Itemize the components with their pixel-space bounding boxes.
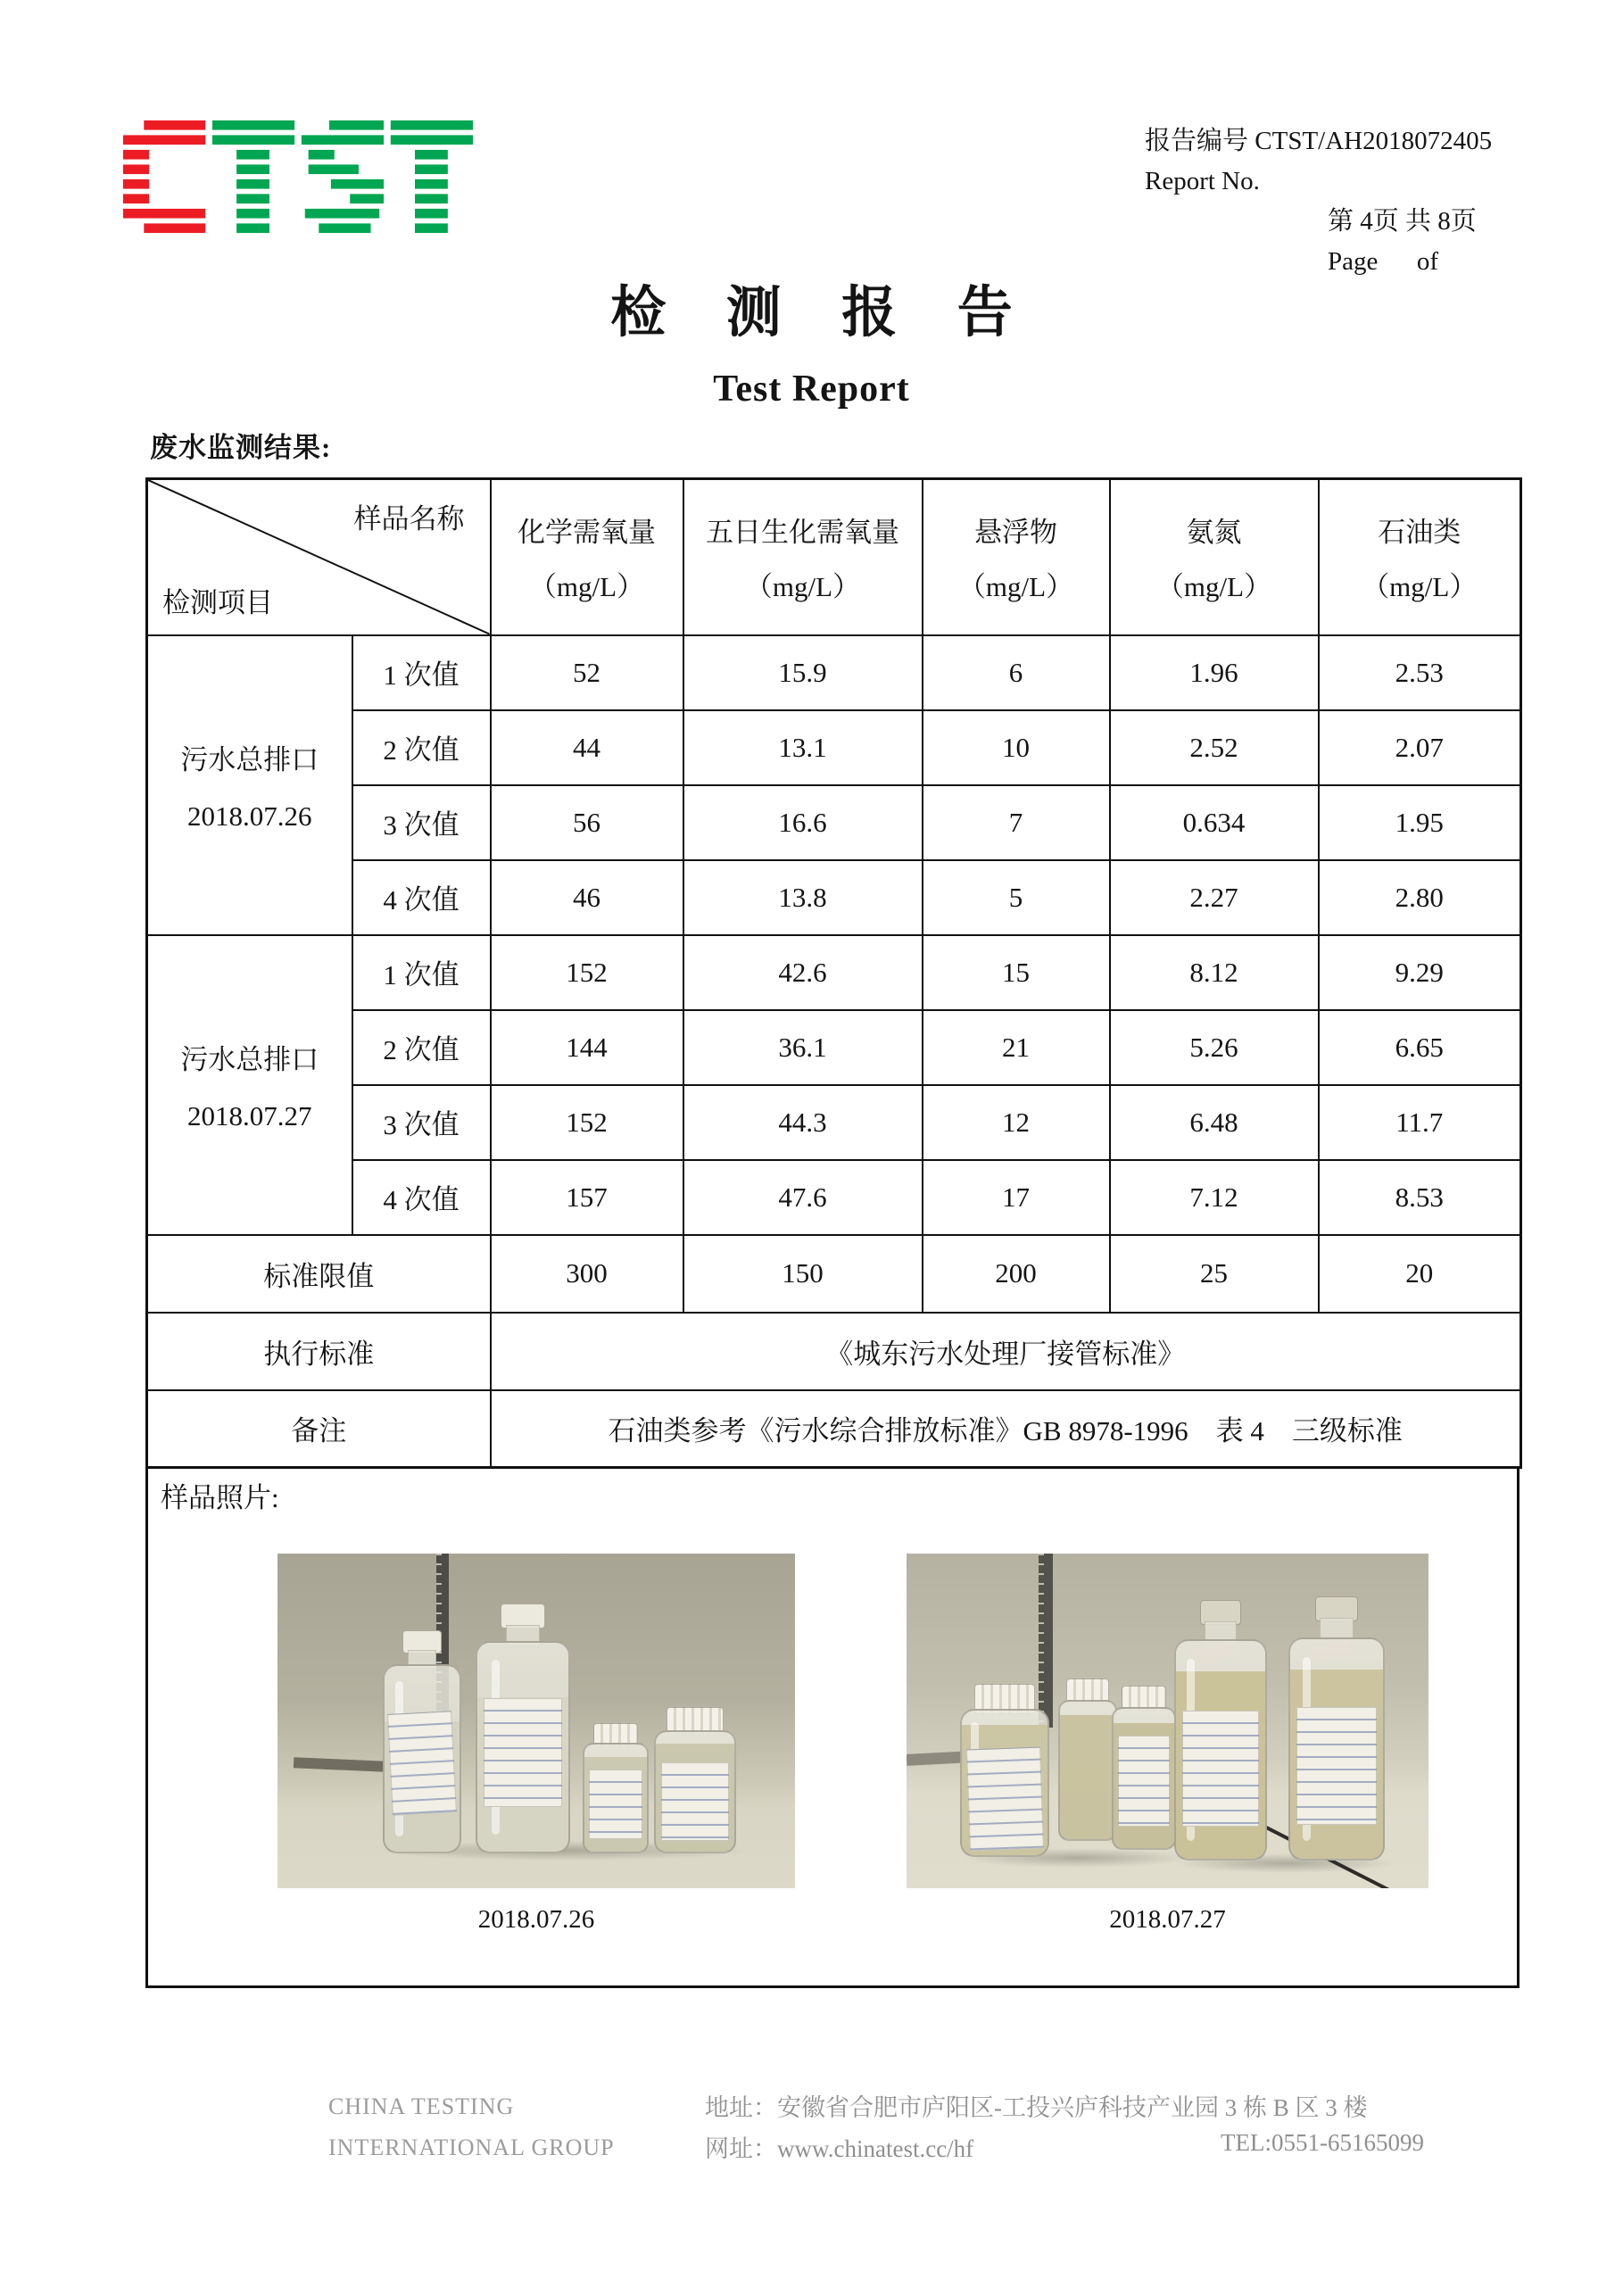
sample-bottle — [1058, 1678, 1117, 1841]
column-header-bod5: 五日生化需氧量 （mg/L） — [683, 479, 923, 635]
value-cell: 15.9 — [683, 635, 923, 710]
limit-label: 标准限值 — [147, 1235, 491, 1313]
corner-cell — [147, 479, 491, 635]
value-cell: 144 — [491, 1010, 683, 1085]
footer-website: 网址：www.chinatest.cc/hf — [705, 2135, 974, 2162]
value-cell: 157 — [491, 1160, 683, 1235]
remark-label: 备注 — [147, 1390, 491, 1468]
value-cell: 152 — [491, 935, 683, 1010]
row-label: 3 次值 — [352, 1085, 491, 1160]
table-row — [147, 1085, 1521, 1160]
value-cell: 2.80 — [1319, 860, 1521, 935]
column-header-oil: 石油类 （mg/L） — [1319, 479, 1521, 635]
row-label: 4 次值 — [352, 1160, 491, 1235]
sample-photo-2 — [907, 1554, 1428, 1888]
value-cell: 1.96 — [1110, 635, 1319, 710]
table-row — [147, 935, 1521, 1010]
value-cell: 0.634 — [1110, 785, 1319, 860]
row-label: 3 次值 — [352, 785, 491, 860]
table-row — [147, 785, 1521, 860]
value-cell: 2.27 — [1110, 860, 1319, 935]
report-title-en: Test Report — [713, 369, 910, 410]
value-cell: 2.52 — [1110, 710, 1319, 785]
corner-label-sample-name: 样品名称 — [353, 503, 465, 535]
footer-org-line2: INTERNATIONAL GROUP — [328, 2134, 615, 2160]
value-cell: 7.12 — [1110, 1160, 1319, 1235]
remark-value: 石油类参考《污水综合排放标准》GB 8978-1996 表 4 三级标准 — [491, 1390, 1521, 1468]
row-label: 2 次值 — [352, 1010, 491, 1085]
report-meta — [1145, 121, 1546, 282]
value-cell: 44 — [491, 710, 683, 785]
value-cell: 56 — [491, 785, 683, 860]
value-cell: 7 — [923, 785, 1110, 860]
footer-organization — [328, 2086, 615, 2168]
value-cell: 13.1 — [683, 710, 923, 785]
table-row — [147, 710, 1521, 785]
page-number-sublabel: Page of — [1328, 247, 1439, 276]
value-cell: 9.29 — [1319, 935, 1521, 1010]
table-row — [147, 1010, 1521, 1085]
row-label: 1 次值 — [352, 935, 491, 1010]
row-label: 1 次值 — [352, 635, 491, 710]
value-cell: 8.53 — [1319, 1160, 1521, 1235]
photo-caption-1: 2018.07.26 — [477, 1905, 595, 1934]
footer-telephone: TEL:0551-65165099 — [1221, 2129, 1424, 2156]
value-cell: 25 — [1110, 1235, 1319, 1313]
value-cell: 6.48 — [1110, 1085, 1319, 1160]
value-cell: 15 — [923, 935, 1110, 1010]
value-cell: 200 — [923, 1235, 1110, 1313]
table-row — [147, 635, 1521, 710]
page-number-line: 第 4页 共 8页 — [1328, 207, 1477, 236]
report-number-line — [1145, 121, 1546, 162]
table-row — [147, 1160, 1521, 1235]
row-label: 4 次值 — [352, 860, 491, 935]
standard-value: 《城东污水处理厂接管标准》 — [491, 1313, 1521, 1390]
sample-bottle — [383, 1630, 461, 1853]
corner-label-test-item: 检测项目 — [162, 586, 273, 618]
value-cell: 300 — [491, 1235, 683, 1313]
value-cell: 47.6 — [683, 1160, 923, 1235]
value-cell: 5.26 — [1110, 1010, 1319, 1085]
group-label: 污水总排口 2018.07.26 — [147, 635, 352, 935]
standard-row — [147, 1313, 1521, 1390]
group-label: 污水总排口 2018.07.27 — [147, 935, 352, 1235]
value-cell: 52 — [491, 635, 683, 710]
footer-org-line1: CHINA TESTING — [328, 2093, 515, 2119]
report-number-value: CTST/AH2018072405 — [1255, 127, 1493, 155]
value-cell: 6.65 — [1319, 1010, 1521, 1085]
value-cell: 46 — [491, 860, 683, 935]
value-cell: 8.12 — [1110, 935, 1319, 1010]
value-cell: 2.53 — [1319, 635, 1521, 710]
value-cell: 1.95 — [1319, 785, 1521, 860]
value-cell: 17 — [923, 1160, 1110, 1235]
sample-bottle — [476, 1604, 570, 1853]
value-cell: 20 — [1319, 1235, 1521, 1313]
value-cell: 152 — [491, 1085, 683, 1160]
photo-caption-2: 2018.07.27 — [1109, 1905, 1226, 1934]
row-label: 2 次值 — [352, 710, 491, 785]
remark-row — [147, 1390, 1521, 1468]
table-header-row — [147, 479, 1521, 635]
sample-bottle — [1288, 1596, 1385, 1861]
report-number-label: 报告编号 — [1145, 127, 1249, 155]
results-table — [145, 477, 1522, 1469]
ctst-logo-icon — [123, 114, 473, 239]
column-header-cod: 化学需氧量 （mg/L） — [491, 479, 683, 635]
section-heading: 废水监测结果: — [150, 432, 332, 463]
value-cell: 150 — [683, 1235, 923, 1313]
photo-section-heading: 样品照片: — [161, 1482, 279, 1513]
value-cell: 13.8 — [683, 860, 923, 935]
value-cell: 6 — [923, 635, 1110, 710]
column-header-ss: 悬浮物 （mg/L） — [923, 479, 1110, 635]
sample-photo-1 — [277, 1554, 795, 1888]
sample-photos-section — [145, 1466, 1519, 1988]
value-cell: 21 — [923, 1010, 1110, 1085]
footer-address: 地址：安徽省合肥市庐阳区-工投兴庐科技产业园 3 栋 B 区 3 楼 — [705, 2094, 1368, 2121]
value-cell: 16.6 — [683, 785, 923, 860]
value-cell: 5 — [923, 860, 1110, 935]
sample-bottle — [654, 1707, 736, 1853]
ctst-logo-bars — [123, 114, 473, 239]
standard-label: 执行标准 — [147, 1313, 491, 1390]
report-number-sublabel: Report No. — [1145, 167, 1260, 195]
value-cell: 12 — [923, 1085, 1110, 1160]
value-cell: 10 — [923, 710, 1110, 785]
limit-row — [147, 1235, 1521, 1313]
sample-bottle — [1112, 1686, 1176, 1850]
value-cell: 44.3 — [683, 1085, 923, 1160]
sample-bottle — [583, 1723, 649, 1853]
value-cell: 11.7 — [1319, 1085, 1521, 1160]
report-title-cn: 检 测 报 告 — [610, 283, 1036, 344]
value-cell: 2.07 — [1319, 710, 1521, 785]
sample-bottle — [960, 1684, 1049, 1857]
value-cell: 36.1 — [683, 1010, 923, 1085]
table-row — [147, 860, 1521, 935]
value-cell: 42.6 — [683, 935, 923, 1010]
column-header-nh3n: 氨氮 （mg/L） — [1110, 479, 1319, 635]
sample-bottle — [1174, 1600, 1267, 1861]
